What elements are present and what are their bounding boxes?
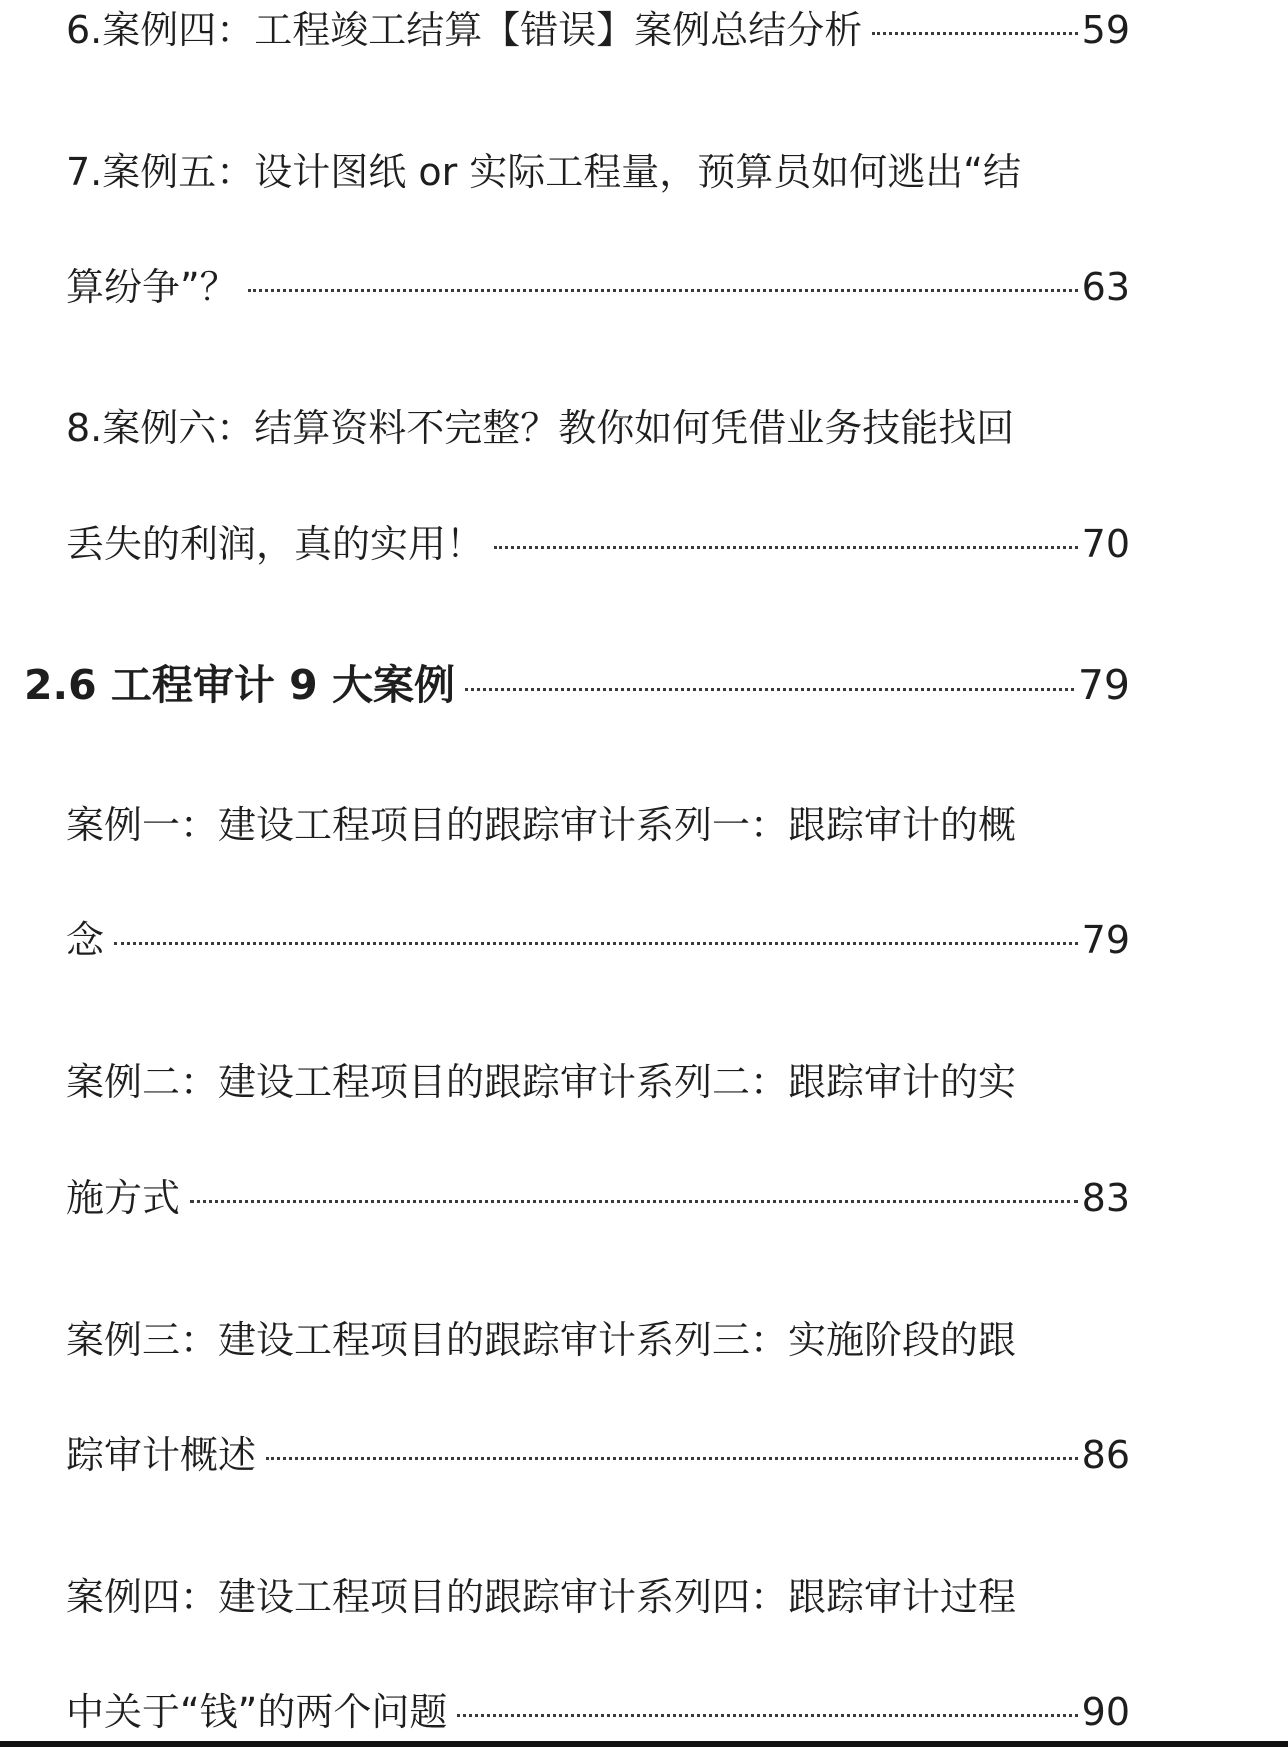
toc-entry-title: 8.案例六：结算资料不完整？教你如何凭借业务技能找回 [66,406,1015,450]
toc-entry-audit-case4-line1[interactable] [66,1572,1130,1622]
toc-section-2-6[interactable] [24,660,1130,710]
toc-entry-case4-settlement[interactable] [66,5,1130,55]
toc-page-number: 83 [1081,1176,1130,1220]
toc-entry-case5-line1[interactable] [66,147,1130,197]
toc-entry-audit-case1-line2[interactable] [66,915,1130,965]
toc-entry-title: 7.案例五：设计图纸 or 实际工程量，预算员如何逃出“结 [66,150,1021,194]
toc-entry-title-continued: 踪审计概述 [66,1433,257,1477]
toc-entry-title: 案例二：建设工程项目的跟踪审计系列二：跟踪审计的实 [66,1060,1017,1104]
toc-page-number: 86 [1081,1433,1130,1477]
dot-leader [248,289,1078,292]
toc-entry-title: 案例一：建设工程项目的跟踪审计系列一：跟踪审计的概 [66,803,1017,847]
toc-page-number: 63 [1081,265,1130,309]
toc-page-number: 59 [1081,8,1130,52]
toc-entry-audit-case2-line1[interactable] [66,1057,1130,1107]
toc-entry-audit-case2-line2[interactable] [66,1173,1130,1223]
dot-leader [494,546,1078,549]
toc-page-number: 79 [1077,661,1130,709]
toc-entry-audit-case4-line2[interactable] [66,1687,1130,1737]
toc-entry-audit-case3-line1[interactable] [66,1315,1130,1365]
toc-page-number: 90 [1081,1690,1130,1734]
dot-leader [465,688,1074,691]
bottom-edge-rule [0,1741,1288,1747]
toc-section-title: 2.6 工程审计 9 大案例 [24,661,455,709]
toc-entry-title-continued: 丢失的利润，真的实用！ [66,522,485,566]
toc-entry-case6-line2[interactable] [66,519,1130,569]
toc-entry-title: 案例三：建设工程项目的跟踪审计系列三：实施阶段的跟 [66,1318,1017,1362]
toc-page-number: 79 [1081,918,1130,962]
dot-leader [190,1200,1078,1203]
dot-leader [457,1714,1077,1717]
toc-entry-title-continued: 中关于“钱”的两个问题 [66,1690,448,1734]
dot-leader [114,942,1078,945]
toc-entry-audit-case1-line1[interactable] [66,800,1130,850]
toc-entry-title-continued: 施方式 [66,1176,181,1220]
dot-leader [266,1457,1078,1460]
dot-leader [872,32,1077,35]
toc-entry-title: 6.案例四：工程竣工结算【错误】案例总结分析 [66,8,863,52]
toc-entry-title: 案例四：建设工程项目的跟踪审计系列四：跟踪审计过程 [66,1575,1017,1619]
toc-entry-title-continued: 算纷争”？ [66,265,238,309]
toc-entry-case5-line2[interactable] [66,262,1130,312]
toc-entry-audit-case3-line2[interactable] [66,1430,1130,1480]
toc-entry-case6-line1[interactable] [66,403,1130,453]
toc-page-number: 70 [1081,522,1130,566]
toc-entry-title-continued: 念 [66,918,105,962]
